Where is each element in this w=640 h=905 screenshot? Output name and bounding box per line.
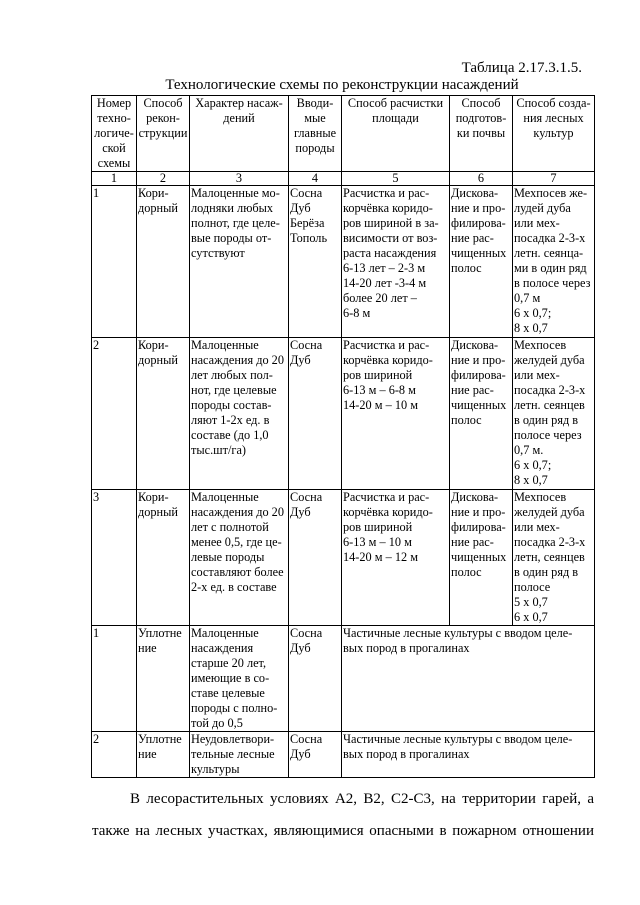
cell-scheme-number: 2 — [92, 732, 137, 778]
column-number: 1 — [92, 172, 137, 186]
body-paragraph — [92, 783, 594, 847]
cell-method: Уплотне ние — [137, 626, 190, 732]
cell-clearing: Расчистка и рас- корчёвка коридо- ров шириной 6-13 м – 6-8 м 14-20 м – 10 м — [342, 338, 450, 490]
cell-planting: Мехпосев желудей дуба или мех- посадка 2-3-х летн. сеянцев в один ряд в полосе через 0,7 м. 6 х 0,7; 8 х 0,7 — [513, 338, 595, 490]
header-soil-preparation: Способ подготов- ки почвы — [450, 96, 513, 172]
cell-species: Сосна Дуб — [289, 732, 342, 778]
cell-scheme-number: 2 — [92, 338, 137, 490]
cell-stand-character: Малоценные насаждения до 20 лет любых пол- нот, где целевые породы состав- ляют 1-2х ед. в составе (до 1,0 тыс.шт/га) — [190, 338, 289, 490]
table-title: Технологические схемы по реконструкции насаждений — [165, 77, 519, 93]
reconstruction-schemes-table — [91, 95, 595, 778]
paragraph-line: также на лесных участках, являющимися опасными в пожарном отношении — [92, 823, 594, 839]
column-number-row — [92, 172, 595, 186]
cell-soil-prep: Дискова- ние и про- филирова- ние рас- чищенных полос — [450, 490, 513, 626]
cell-species: Сосна Дуб — [289, 626, 342, 732]
table-row — [92, 186, 595, 338]
header-main-species: Вводи- мые главные породы — [289, 96, 342, 172]
cell-soil-prep: Дискова- ние и про- филирова- ние рас- чищенных полос — [450, 338, 513, 490]
header-stand-character: Характер насаж- дений — [190, 96, 289, 172]
cell-partial-cultures: Частичные лесные культуры с вводом целе- вых пород в прогалинах — [342, 732, 595, 778]
column-number: 7 — [513, 172, 595, 186]
table-row — [92, 626, 595, 732]
column-number: 5 — [342, 172, 450, 186]
table-caption: Таблица 2.17.3.1.5. — [461, 60, 582, 76]
cell-stand-character: Неудовлетвори- тельные лесные культуры — [190, 732, 289, 778]
column-number: 6 — [450, 172, 513, 186]
cell-species: Сосна Дуб — [289, 490, 342, 626]
cell-partial-cultures: Частичные лесные культуры с вводом целе- вых пород в прогалинах — [342, 626, 595, 732]
column-number: 3 — [190, 172, 289, 186]
header-reconstruction-method: Способ рекон- струкции — [137, 96, 190, 172]
cell-clearing: Расчистка и рас- корчёвка коридо- ров шириной в за- висимости от воз- раста насаждения 6-13 лет – 2-3 м 14-20 лет -3-4 м более 20 лет – 6-8 м — [342, 186, 450, 338]
column-number: 4 — [289, 172, 342, 186]
cell-stand-character: Малоценные мо- лодняки любых полнот, где целе- вые породы от- сутствуют — [190, 186, 289, 338]
column-number: 2 — [137, 172, 190, 186]
header-scheme-number: Номер техно- логиче- ской схемы — [92, 96, 137, 172]
cell-stand-character: Малоценные насаждения старше 20 лет, имеющие в со- ставе целевые породы с полно- той до 0,5 — [190, 626, 289, 732]
cell-method: Кори- дорный — [137, 490, 190, 626]
table-row — [92, 338, 595, 490]
cell-soil-prep: Дискова- ние и про- филирова- ние рас- чищенных полос — [450, 186, 513, 338]
table-header-row — [92, 96, 595, 172]
cell-scheme-number: 3 — [92, 490, 137, 626]
cell-method: Кори- дорный — [137, 338, 190, 490]
table-row — [92, 732, 595, 778]
cell-species: Сосна Дуб Берёза Тополь — [289, 186, 342, 338]
paragraph-line: В лесорастительных условиях А2, В2, С2-С3, на территории гарей, а — [130, 791, 594, 807]
cell-clearing: Расчистка и рас- корчёвка коридо- ров шириной 6-13 м – 10 м 14-20 м – 12 м — [342, 490, 450, 626]
cell-planting: Мехпосев желудей дуба или мех- посадка 2-3-х летн, сеянцев в один ряд в полосе 5 х 0,7 6 х 0,7 — [513, 490, 595, 626]
cell-planting: Мехпосев же- лудей дуба или мех- посадка 2-3-х летн. сеянца- ми в один ряд в полосе через 0,7 м 6 х 0,7; 8 х 0,7 — [513, 186, 595, 338]
cell-method: Уплотне ние — [137, 732, 190, 778]
cell-scheme-number: 1 — [92, 186, 137, 338]
cell-scheme-number: 1 — [92, 626, 137, 732]
header-clearing-method: Способ расчистки площади — [342, 96, 450, 172]
table-row — [92, 490, 595, 626]
cell-species: Сосна Дуб — [289, 338, 342, 490]
header-planting-method: Способ созда- ния лесных культур — [513, 96, 595, 172]
cell-stand-character: Малоценные насаждения до 20 лет с полнотой менее 0,5, где це- левые породы составляют более 2-х ед. в составе — [190, 490, 289, 626]
cell-method: Кори- дорный — [137, 186, 190, 338]
